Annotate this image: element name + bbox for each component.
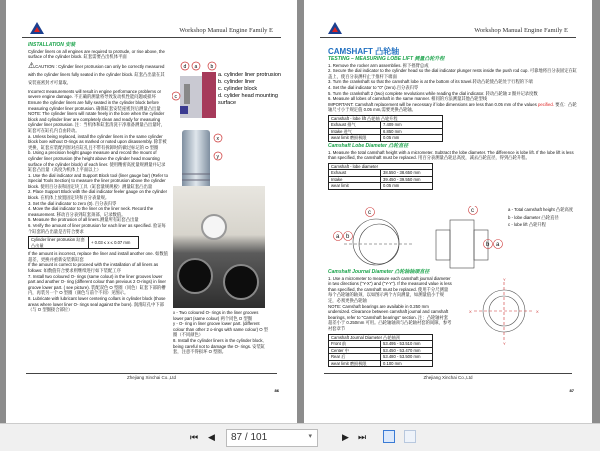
step: 1. Use the dial indicator and Support Block tool (liner gauge bar) (Refer to Special Tools Section) to measure the liner protrusion above the cylinder block. 使用百分表和固定块工具（缸套量规规板）测量缸套凸出量 — [28, 172, 168, 189]
testing-heading: TESTING – MEASURING LOBE LIFT 测量凸轮升程 — [328, 56, 445, 62]
first-page-button[interactable]: ⏮ — [190, 432, 199, 442]
table-cell: Cylinder liner protrusion 缸套凸出量 — [29, 237, 89, 249]
table-cell: wear limit 磨损极限 — [329, 135, 381, 142]
table-cell: wear limit 磨损极限 — [329, 360, 381, 367]
lobe-diagram — [324, 206, 504, 272]
table-cell: 6.850 mm — [381, 128, 443, 135]
important-note — [328, 102, 578, 113]
paragraph: 8. Lubricate with lubricant lower centering collars in cylinder block (those areas where lower liner O- rings seal against the bore). 润滑缸孔中下部（与 O 型圈接合部位） — [28, 295, 166, 313]
table-cell: Exhaust 排气 — [329, 122, 381, 129]
page-header — [22, 22, 281, 38]
callout-a: a — [194, 64, 198, 70]
table-header: Camshaft - lobe diameter — [329, 163, 433, 170]
paragraph: a. Unless being replaced, install the cylinder liners in the same cylinder block bore without O-rings as marked or noted upon disassembly. 除非被更换，缸套应装配到原对应缸孔且不带有拆卸时的做过标记的 O 型圈 — [28, 133, 167, 150]
camshaft-title: CAMSHAFT 凸轮轴 — [328, 47, 400, 56]
paragraph: Ensure the cylinder liners are fully seated in the cylinder block before measuring cylinder liner protrusion. 确保缸套安装座密封后测量凸出量 — [28, 99, 161, 111]
paragraph: Cylinder liners on all engines are required to protrude, or rise above, the surface of the cylinder block. 缸套需要凸出机体平面 — [28, 48, 165, 60]
paragraph: If the amount is correct to proceed with the installation of all liners as follows: 如数值符合要求则继续进行如下装配工序 — [28, 262, 159, 273]
step: 4. Set the dial indicator to "0" (zero).百分表归零 — [328, 84, 419, 90]
warning-icon: ⚠ — [28, 60, 36, 70]
paragraph: 1. Use a micrometer to measure each camshaft journal diameter in two directions ("Y-X") and ("Y-Y"). If the measured value is less than specified, the camshaft must be replaced. 使用千分尺测量每个凸轮轴的轴颈，以如图示两个方向测量，如测量值小于规定，必须更换凸轮轴 — [328, 275, 452, 303]
axis-label-y: Y — [503, 341, 506, 346]
table-row — [329, 135, 443, 142]
table-header: Camshaft - lobe lift 凸轮轴 凸轮升程 — [329, 115, 443, 122]
table-cell: Intake — [329, 176, 381, 183]
caption: y - O- ring in liner groove lower part. (different colour than other 2 o-rings with same colour) O 型圈（不同颜色） — [173, 321, 269, 338]
step: 5. Turn the crankshaft 2 (two) complete revolutions while reading the dial indicator. 转动凸轮轴 2 圈并记录度数 — [328, 90, 538, 96]
left-text-column — [28, 43, 168, 313]
callout-d: d — [183, 64, 187, 70]
page-header — [320, 22, 576, 38]
svg-text:c: c — [471, 208, 474, 214]
company-logo — [30, 22, 44, 34]
table-cell: 39.450 - 39.550 mm — [381, 176, 433, 183]
caution-text: CAUTION : Cylinder liner protrusion can only be correctly measured with the cylinder liners fully seated in the cylinder block. 缸套凸出量在其安装座密封才可量取。 — [28, 63, 165, 85]
table-cell: Rear 后 — [329, 354, 381, 361]
axis-label-y: Y — [503, 277, 506, 282]
legend-item: c - lobe lift 凸轮升程 — [508, 222, 546, 227]
legend-item: c. cylinder block — [218, 86, 258, 92]
step: 3. Turn the crankshaft so that the camshaft lobe is at the bottom of its travel.转动凸轮使凸轮处于行程的下端 — [328, 79, 533, 85]
caption: x - Two coloured O- rings in the liner grooves lower part (same colour) 两个同色 O 型圈 — [173, 310, 259, 321]
legend-item: a - Total camshaft height 凸轮高度 — [508, 207, 574, 212]
left-page — [6, 0, 297, 423]
table-cell: 53.450 - 53.470 mm — [381, 347, 433, 354]
step: 6. Verify the amount of liner protrusion for each liner as specified. 验证每个缸套的凸出量是否符合要求 — [28, 223, 166, 234]
table-cell: + 0.03 ≤ x ≤ 0.07 mm — [89, 237, 139, 249]
legend-item: d. cylider head mounting surface — [218, 93, 278, 106]
table-header: Camshaft Journal Diameter 凸轮轴颈 — [329, 334, 433, 341]
lobe-diameter-heading: Camshaft Lobe Diameter 凸轮直径 — [328, 142, 409, 149]
table-cell: 0.05 mm — [381, 135, 443, 142]
step: 6. Measure all lobes of camshaft in the same manner. 相同的方法测量其他凸轮型线 — [328, 96, 488, 102]
table-row — [329, 360, 433, 367]
page-number: 87 — [569, 388, 574, 393]
dial-indicator-photo — [173, 186, 265, 308]
journal-section — [328, 270, 452, 369]
liner-legend — [218, 72, 296, 107]
label-a: a — [336, 234, 340, 240]
photo-captions — [173, 310, 269, 355]
company-logo — [328, 22, 342, 34]
table-cell: Exhaust — [329, 170, 381, 177]
step: 2. Secure the dial indicator to the cylinder head so the dial indicator plunger rests inside the push rod cup. 可靠地将百分表固定在缸盖上，使百分表测杆止于推杆下端面 — [328, 68, 578, 79]
chevron-down-icon[interactable]: ▾ — [308, 433, 312, 440]
table-cell: 0.05 mm — [381, 183, 433, 190]
lobe-legend — [508, 206, 588, 229]
paragraph: 1. Measure the total camshaft height with a micrometer. Subtract the lobe diameter. The difference is lobe lift. If the lobe lift is less than specified, the camshaft must be replaced. 用百分表测量凸轮总高度，减去凸轮直径，得到凸轮升程。 — [328, 149, 574, 161]
svg-text:x: x — [216, 136, 219, 142]
legend-item: a. cylinder liner protrusion — [218, 72, 281, 78]
callout-b: b — [210, 64, 214, 70]
caption: 8. Install the cylinder liners in the cylinder block, being careful not to damage the O- rings. 安装缸套，注意不得损坏 O 型圈。 — [173, 337, 266, 355]
table-cell: Center 中 — [329, 347, 381, 354]
cylinder-liner-image — [176, 126, 226, 192]
paragraph: NOTE: The cylinder liners will rotate freely in the bore when the cylinder block and cylinder liner are completely clean and ready for measuring cylinder liner protrusion. 注：当机体和缸套清洗干净准备测量凸出量时，缸套可在缸孔内自由转动。 — [28, 111, 166, 133]
caution-note — [28, 62, 168, 87]
step: 1. Remove the rocker arm assemblies. 拆下摇臂总成 — [328, 62, 429, 68]
important-text-cn: 要点：凸轮轴尺寸小于规定值 0.05 mm,需要更换凸轮轴。 — [328, 101, 577, 113]
paragraph: 7. Install two coloured O- rings (same colour) in the liner grooves lower part and another O- ring (different colour than previous 2 O-rings) in liner groove lower part. ( see picture). 装配双色 O 型圈（同色）缸套下部的槽内，再装另一个 O 型圈（颜色与前个不同）见图示。 — [28, 273, 166, 296]
last-page-button[interactable]: ⏭ — [358, 432, 367, 442]
table-cell: 53.480 - 53.500 mm — [381, 354, 433, 361]
table-row — [329, 183, 433, 190]
axis-label-x: X — [536, 309, 539, 314]
page-number-field[interactable] — [226, 429, 318, 447]
page-footer: Zhejiang Xinchai Co.,Ltd — [324, 373, 572, 380]
journal-heading: Camshaft Journal Diameter 凸轮轴轴颈直径 — [328, 269, 430, 275]
lobe-lift-table — [328, 115, 443, 142]
step: 5. Measure the protrusion of all liners.测量所有缸套凸出量 — [28, 217, 139, 223]
protrusion-table — [28, 236, 139, 249]
table-cell: wear limit — [329, 183, 381, 190]
next-page-button[interactable]: ▶ — [342, 432, 349, 442]
table-cell: 53.495 - 53.510 mm — [381, 341, 433, 348]
journal-diagram — [464, 276, 544, 346]
note: NOTE: Camshaft bearings are available in 0.250 mm undersized. Clearance between camshaft journal and camshaft bearings, refer to "Camshaft bearings" section. 注：凸轮轴衬套超差小于 0.250mm 可用。凸轮轴轴颈与凸轮轴衬套的间隙，参考衬套章节 — [328, 303, 452, 331]
svg-text:b: b — [486, 242, 490, 248]
lobe-diameter-table — [328, 163, 433, 190]
important-text-red: pecified. — [538, 101, 555, 107]
table-cell: 7.409 mm — [381, 122, 443, 129]
camshaft-section — [328, 46, 578, 192]
header-title: Workshop Manual Engine Family E — [179, 27, 273, 34]
page-number: 86 — [274, 388, 279, 393]
fit-page-icon[interactable] — [383, 430, 395, 443]
callout-c: c — [174, 94, 177, 100]
step: 3. Set the dial indicator to zero (0). 百分表归零 — [28, 200, 117, 206]
two-page-view-icon[interactable] — [404, 430, 416, 443]
previous-page-button[interactable]: ◀ — [208, 432, 215, 442]
table-cell: 38.550 - 38.650 mm — [381, 170, 433, 177]
svg-text:y: y — [216, 154, 219, 160]
table-cell: Intake 进气 — [329, 128, 381, 135]
label-b: b — [346, 234, 350, 240]
svg-text:a: a — [496, 242, 500, 248]
header-title: Workshop Manual Engine Family E — [474, 27, 568, 34]
legend-item: b - lobe diameter 凸轮直径 — [508, 214, 559, 220]
label-c: c — [368, 210, 371, 216]
right-page — [304, 0, 592, 423]
liner-section-diagram — [172, 58, 222, 118]
axis-label-x: X — [469, 309, 472, 314]
paragraph: Incorrect measurements will result in engine performance problems or severe engine damage. 不正确的测量将导致发动机性能问题或损坏 — [28, 88, 162, 100]
paragraph: b. Using a precision height gauge measure and record the mount of cylinder liner protrusion (the height above the cylinder head mounting surface of the cylinder block) of each liner. 使用精密高度量规测量并记录缸套凸出量（高度为机体上平面以上） — [28, 150, 166, 173]
installation-heading: INSTALLATION 安装 — [28, 42, 76, 48]
pdf-navigation-toolbar — [0, 423, 600, 451]
page-field-value: 87 / 101 — [231, 432, 268, 443]
journal-table — [328, 334, 433, 368]
page-footer: Zhejiang Xinchai Co.,Ltd — [26, 373, 277, 380]
paragraph: If the amount is incorrect, replace the liner and install another one. 如数值超差，更换并重新安装新缸套 — [28, 251, 168, 262]
table-cell: 0.100 mm — [381, 360, 433, 367]
step: 4. Move the dial indicator to the liner on the liner neck. Record the measurement. 移动百分表到缸套颈部，记录数值。 — [28, 206, 154, 217]
legend-item: b. cylinder liner — [218, 79, 255, 85]
step: 2. Place Support Block with the dial indicator feeler gauge on the cylinder block. 在机体上放置固定块和百分表量规。 — [28, 189, 168, 201]
important-text: IMPORTANT: Camshaft replacement will be necessary if lobe dimensions are less than 0.05 mm of the values — [328, 101, 539, 107]
table-cell: Front 前 — [329, 341, 381, 348]
